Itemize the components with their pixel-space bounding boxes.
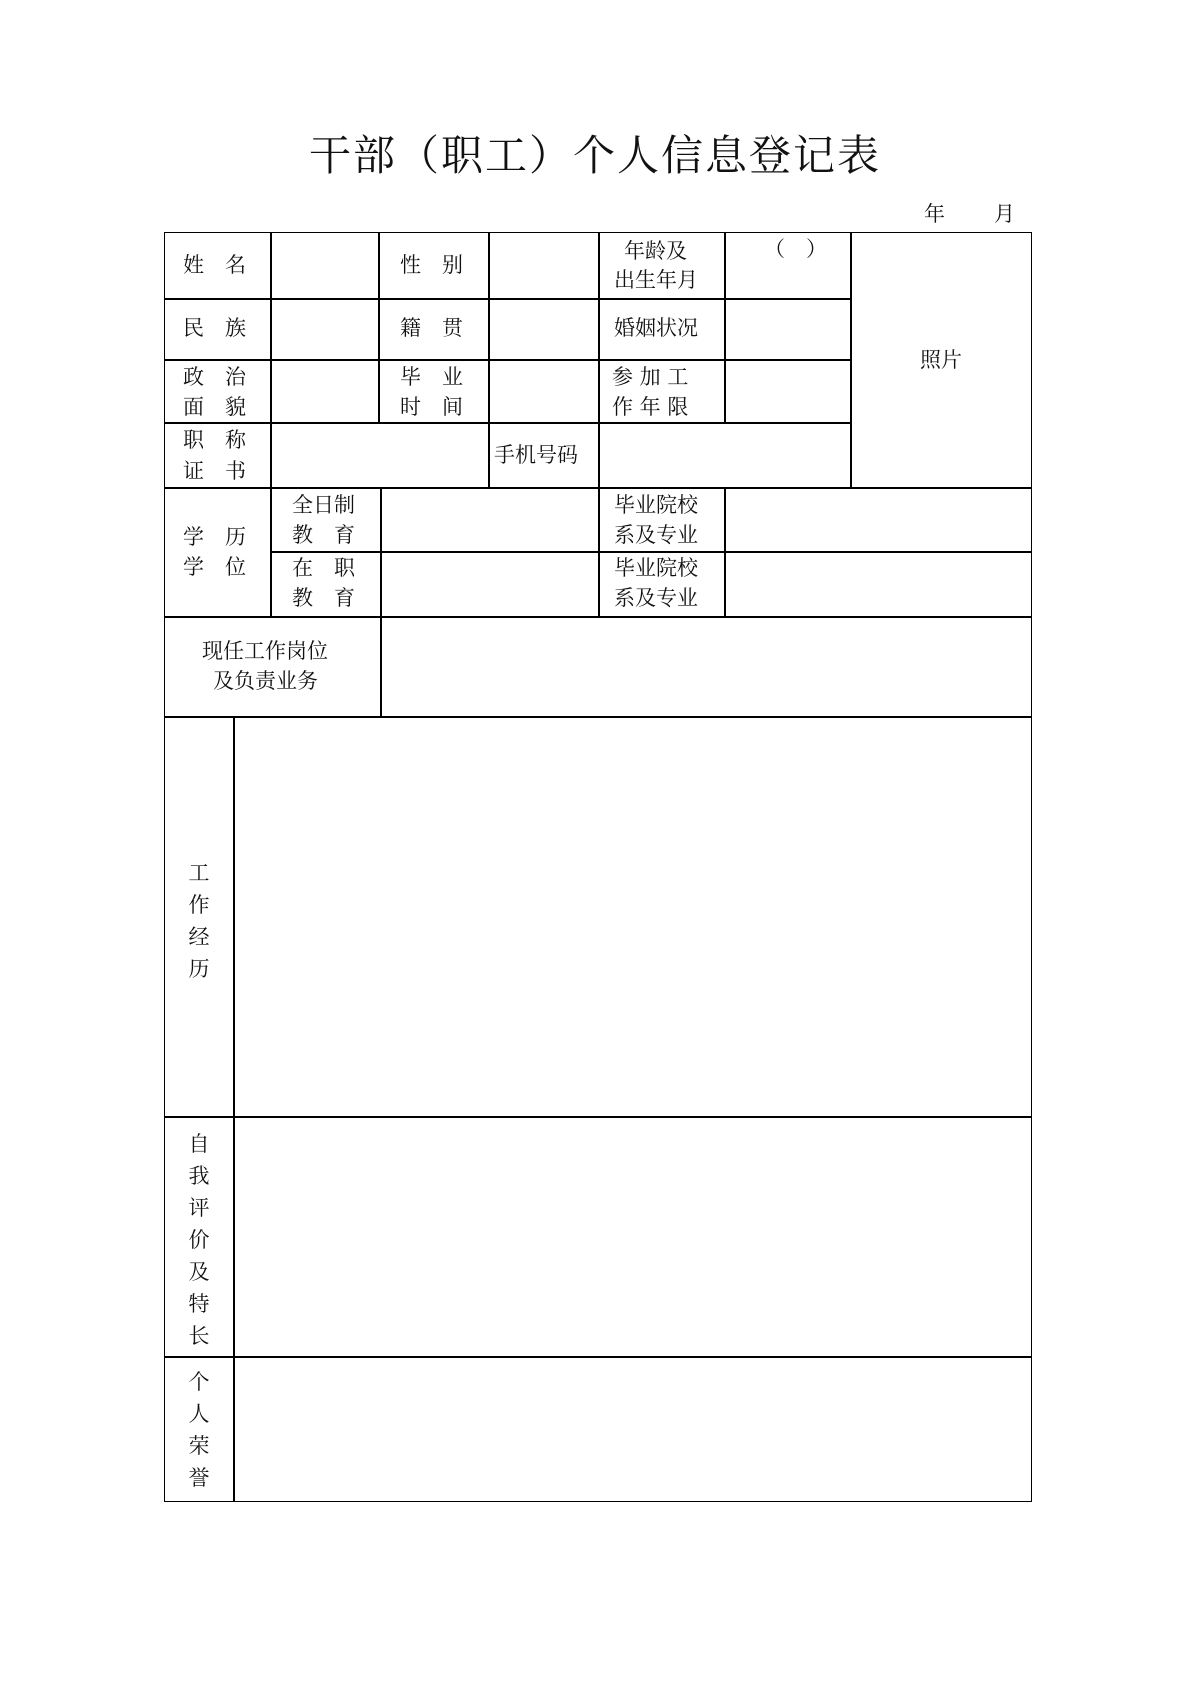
photo-box[interactable] bbox=[852, 234, 1030, 486]
parttime-label-line2: 教 育 bbox=[292, 586, 355, 610]
school-major-label-line1b: 系及专业 bbox=[614, 523, 698, 547]
current-post-label-line1: 现任工作岗位 bbox=[202, 639, 328, 663]
fulltime-edu-field[interactable] bbox=[382, 489, 597, 550]
name-label: 姓 名 bbox=[183, 253, 246, 277]
native-place-label: 籍 贯 bbox=[400, 316, 463, 340]
school-major-label-line1a: 毕业院校 bbox=[614, 493, 698, 517]
work-history-field[interactable] bbox=[235, 718, 1030, 1115]
self-eval-label: 自我评价及特长 bbox=[188, 1132, 210, 1348]
political-field[interactable] bbox=[272, 361, 377, 421]
work-years-field[interactable] bbox=[726, 361, 849, 421]
age-birth-field[interactable] bbox=[726, 262, 849, 297]
work-years-label-line2: 作 年 限 bbox=[612, 395, 689, 419]
grid-line bbox=[378, 232, 380, 422]
honors-field[interactable] bbox=[235, 1358, 1030, 1500]
grad-time-label-line2: 时 间 bbox=[400, 395, 463, 419]
photo-label: 照片 bbox=[920, 348, 962, 372]
age-paren: （ ） bbox=[764, 237, 827, 261]
work-years-label-line1: 参 加 工 bbox=[612, 365, 689, 389]
fulltime-school-field[interactable] bbox=[726, 489, 1030, 550]
ethnicity-field[interactable] bbox=[272, 300, 377, 358]
education-label-line2: 学 位 bbox=[183, 555, 246, 579]
work-history-label: 工作经历 bbox=[188, 861, 210, 981]
parttime-edu-field[interactable] bbox=[382, 553, 597, 615]
grad-time-field[interactable] bbox=[490, 361, 597, 421]
phone-label: 手机号码 bbox=[494, 443, 578, 467]
honors-label: 个人荣誉 bbox=[188, 1370, 210, 1490]
political-label-line2: 面 貌 bbox=[183, 395, 246, 419]
gender-label: 性 别 bbox=[400, 253, 463, 277]
fulltime-label-line2: 教 育 bbox=[292, 523, 355, 547]
marital-field[interactable] bbox=[726, 300, 849, 358]
current-post-label-line2: 及负责业务 bbox=[213, 669, 318, 693]
title-cert-label-line1: 职 称 bbox=[183, 428, 246, 452]
parttime-school-field[interactable] bbox=[726, 553, 1030, 615]
title-cert-field[interactable] bbox=[272, 424, 487, 486]
fulltime-label-line1: 全日制 bbox=[292, 493, 355, 517]
native-place-field[interactable] bbox=[490, 300, 597, 358]
self-eval-field[interactable] bbox=[235, 1118, 1030, 1355]
name-field[interactable] bbox=[272, 234, 377, 297]
title-cert-label-line2: 证 书 bbox=[183, 459, 246, 483]
year-label: 年 bbox=[924, 202, 945, 226]
marital-label: 婚姻状况 bbox=[614, 316, 698, 340]
age-birth-label-line2: 出生年月 bbox=[614, 268, 698, 292]
gender-field[interactable] bbox=[490, 234, 597, 297]
age-birth-label-line1: 年龄及 bbox=[624, 239, 687, 263]
education-label-line1: 学 历 bbox=[183, 525, 246, 549]
phone-field[interactable] bbox=[600, 424, 849, 486]
month-label: 月 bbox=[994, 202, 1015, 226]
grad-time-label-line1: 毕 业 bbox=[400, 365, 463, 389]
school-major-label-line2a: 毕业院校 bbox=[614, 556, 698, 580]
form-title: 干部（职工）个人信息登记表 bbox=[308, 131, 881, 180]
school-major-label-line2b: 系及专业 bbox=[614, 586, 698, 610]
political-label-line1: 政 治 bbox=[183, 365, 246, 389]
parttime-label-line1: 在 职 bbox=[292, 556, 355, 580]
ethnicity-label: 民 族 bbox=[183, 316, 246, 340]
current-post-field[interactable] bbox=[382, 618, 1030, 715]
